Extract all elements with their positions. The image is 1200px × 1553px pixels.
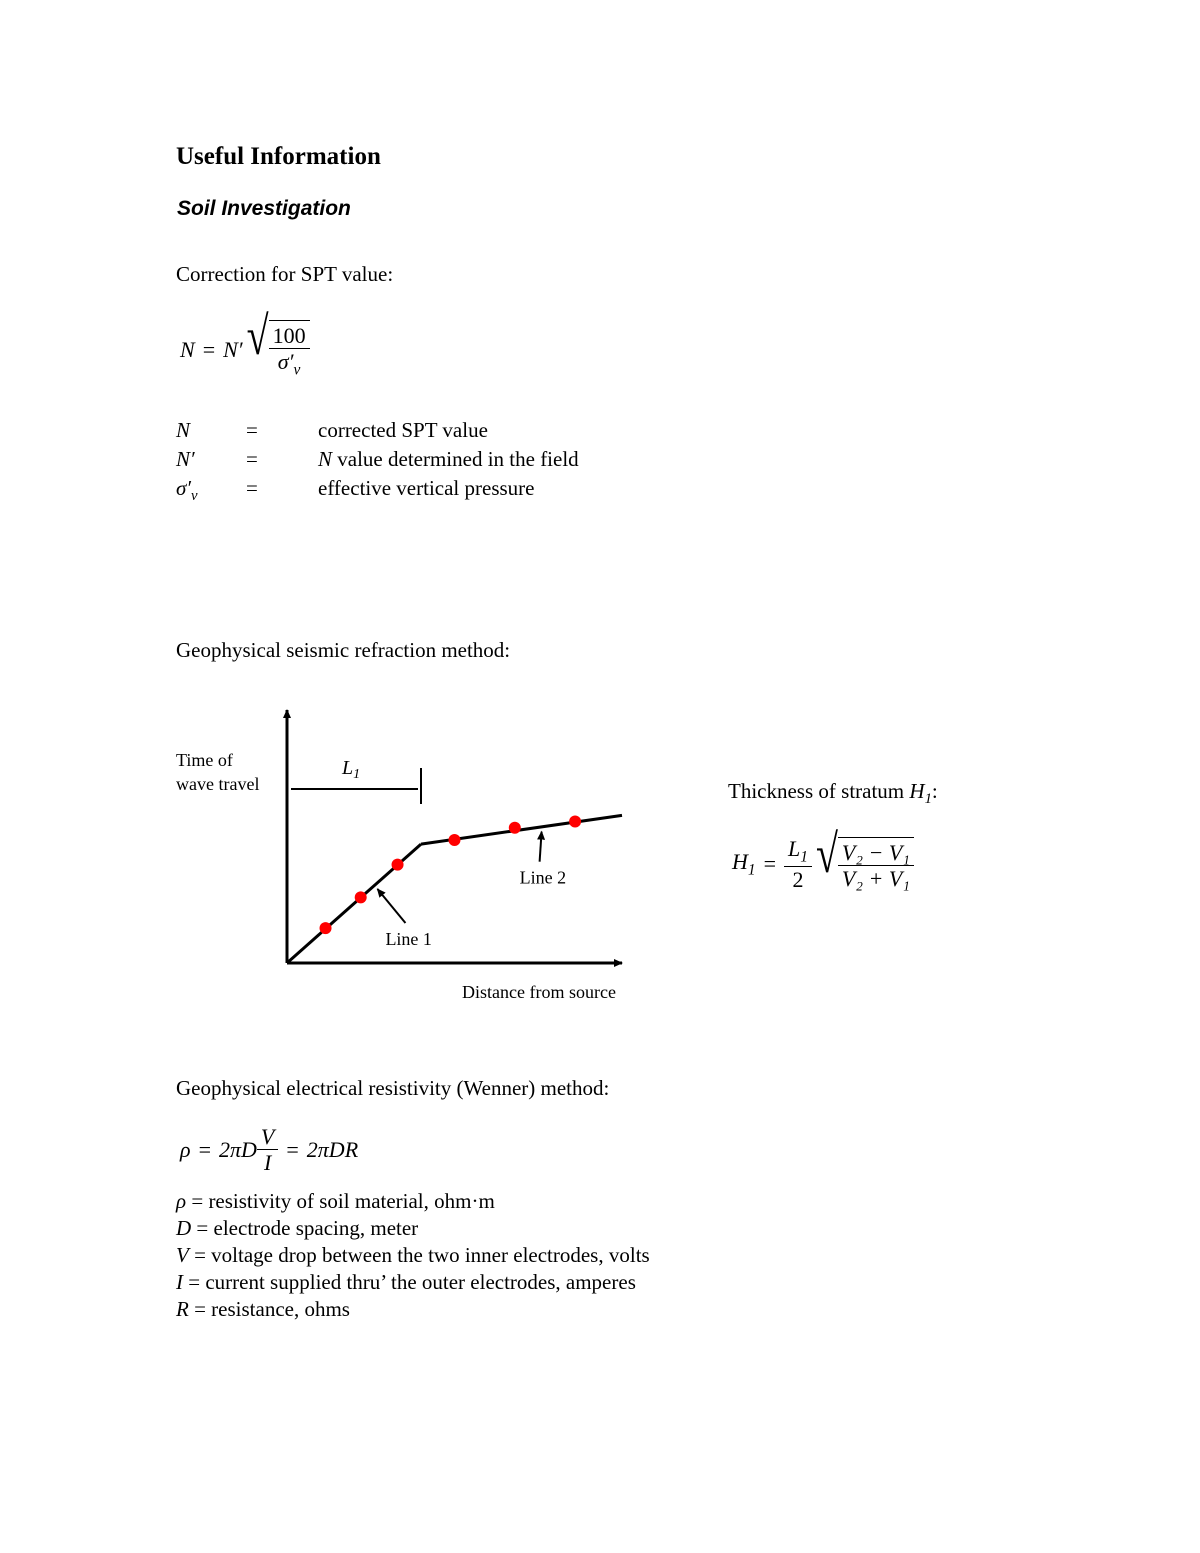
def-symbol: I <box>176 1270 183 1294</box>
def-equals: = <box>186 1189 209 1213</box>
definition-row <box>176 1188 650 1215</box>
formula-coef: N′ <box>223 336 243 362</box>
def-desc: corrected SPT value <box>318 418 488 442</box>
thickness-formula <box>732 823 914 893</box>
h-frac-den: 2 <box>792 867 804 893</box>
series-layer <box>287 815 622 963</box>
def-symbol: V <box>176 1243 189 1267</box>
rho-lhs: ρ <box>180 1136 191 1162</box>
sqrt-symbol: √ $\frac{100}{\sigma'_v}$ <box>247 320 310 379</box>
definition-row <box>176 447 636 476</box>
rho-equals-1: = <box>198 1136 211 1162</box>
annotation-label-2: Line 2 <box>519 867 567 888</box>
def-desc: value determined in the field <box>332 447 579 471</box>
definition-row <box>176 1296 650 1323</box>
annotation-arrow-2 <box>540 832 542 862</box>
def-symbol: D <box>176 1216 192 1240</box>
definition-row <box>176 1215 650 1242</box>
l1-label: $L_1$ <box>342 757 361 782</box>
h-root-num: V₂ − V₁ <box>838 840 914 866</box>
rho-frac-den: I <box>263 1150 272 1176</box>
data-point-line1-3 <box>392 859 404 871</box>
def-desc: voltage drop between the two inner electrodes, volts <box>211 1243 650 1267</box>
h-lhs: H <box>732 849 748 874</box>
data-point-line1-2 <box>355 891 367 903</box>
thickness-sub: 1 <box>924 791 932 808</box>
spt-formula <box>180 305 310 379</box>
def-equals: = <box>246 447 258 471</box>
resistivity-definitions <box>176 1188 650 1323</box>
h-sqrt: √ $\frac{\text{V₂ − V₁}}{\text{V₂ + V₁}}$ <box>816 837 914 892</box>
y-axis-label-line2: wave travel <box>176 774 260 794</box>
def-equals: = <box>188 1297 212 1321</box>
h-equals: = <box>763 851 777 877</box>
formula-den-sub: v <box>293 361 301 379</box>
y-axis-label-line1: Time of <box>176 750 233 770</box>
def-desc: resistance, ohms <box>211 1297 350 1321</box>
thickness-label-text: Thickness of stratum <box>728 779 910 803</box>
formula-den: σ′ <box>277 349 294 375</box>
data-point-line2-3 <box>569 816 581 828</box>
formula-lhs: N <box>180 336 195 362</box>
def-desc: effective vertical pressure <box>318 476 535 500</box>
def-symbol: N′ <box>176 447 195 471</box>
spt-definitions <box>176 418 636 505</box>
seismic-label: Geophysical seismic refraction method: <box>176 638 511 662</box>
h-frac-num-sub: 1 <box>800 848 808 866</box>
definition-row <box>176 418 636 447</box>
def-equals: = <box>188 1243 212 1267</box>
def-desc: current supplied thru’ the outer electrodes, amperes <box>205 1270 636 1294</box>
thickness-sym: H <box>909 779 925 803</box>
def-equals: = <box>183 1270 206 1294</box>
definition-row <box>176 1242 650 1269</box>
def-symbol: R <box>176 1297 189 1321</box>
page-title: Useful Information <box>176 143 381 170</box>
def-desc-symbol: N <box>318 447 333 471</box>
annotation-arrow-1 <box>377 889 405 923</box>
rho-rhs: 2πDR <box>306 1136 359 1162</box>
seismic-chart <box>170 700 650 1010</box>
def-equals: = <box>246 476 258 500</box>
section-title: Soil Investigation <box>177 197 351 220</box>
annotation-layer <box>377 832 566 949</box>
data-point-line2-1 <box>449 834 461 846</box>
h-frac-num: L <box>788 836 801 861</box>
rho-equals-2: = <box>286 1136 299 1162</box>
def-symbol: ρ <box>176 1189 187 1213</box>
def-symbol: σ′ <box>176 476 191 500</box>
x-axis-label: Distance from source <box>462 982 616 1002</box>
formula-equals: = <box>202 336 216 362</box>
data-point-line1-1 <box>320 922 332 934</box>
def-equals: = <box>191 1216 214 1240</box>
def-symbol: N <box>176 418 191 442</box>
thickness-colon: : <box>931 779 938 803</box>
formula-num: 100 <box>269 323 310 349</box>
def-symbol-sub: v <box>190 488 198 505</box>
definition-row <box>176 476 636 505</box>
annotation-label-1: Line 1 <box>385 929 432 950</box>
spt-label: Correction for SPT value: <box>176 262 394 286</box>
def-desc: electrode spacing, meter <box>213 1216 419 1240</box>
resistivity-label: Geophysical electrical resistivity (Wenner) method: <box>176 1076 610 1100</box>
h-lhs-sub: 1 <box>747 861 756 879</box>
thickness-label <box>728 779 938 808</box>
rho-frac-num: V <box>257 1124 278 1150</box>
def-equals: = <box>246 418 258 442</box>
resistivity-formula <box>180 1124 358 1176</box>
h-root-den: V₂ + V₁ <box>841 866 910 892</box>
data-point-line2-2 <box>509 822 521 834</box>
definition-row <box>176 1269 650 1296</box>
def-desc: resistivity of soil material, ohm·m <box>208 1189 495 1213</box>
rho-mid: 2πD <box>218 1136 257 1162</box>
